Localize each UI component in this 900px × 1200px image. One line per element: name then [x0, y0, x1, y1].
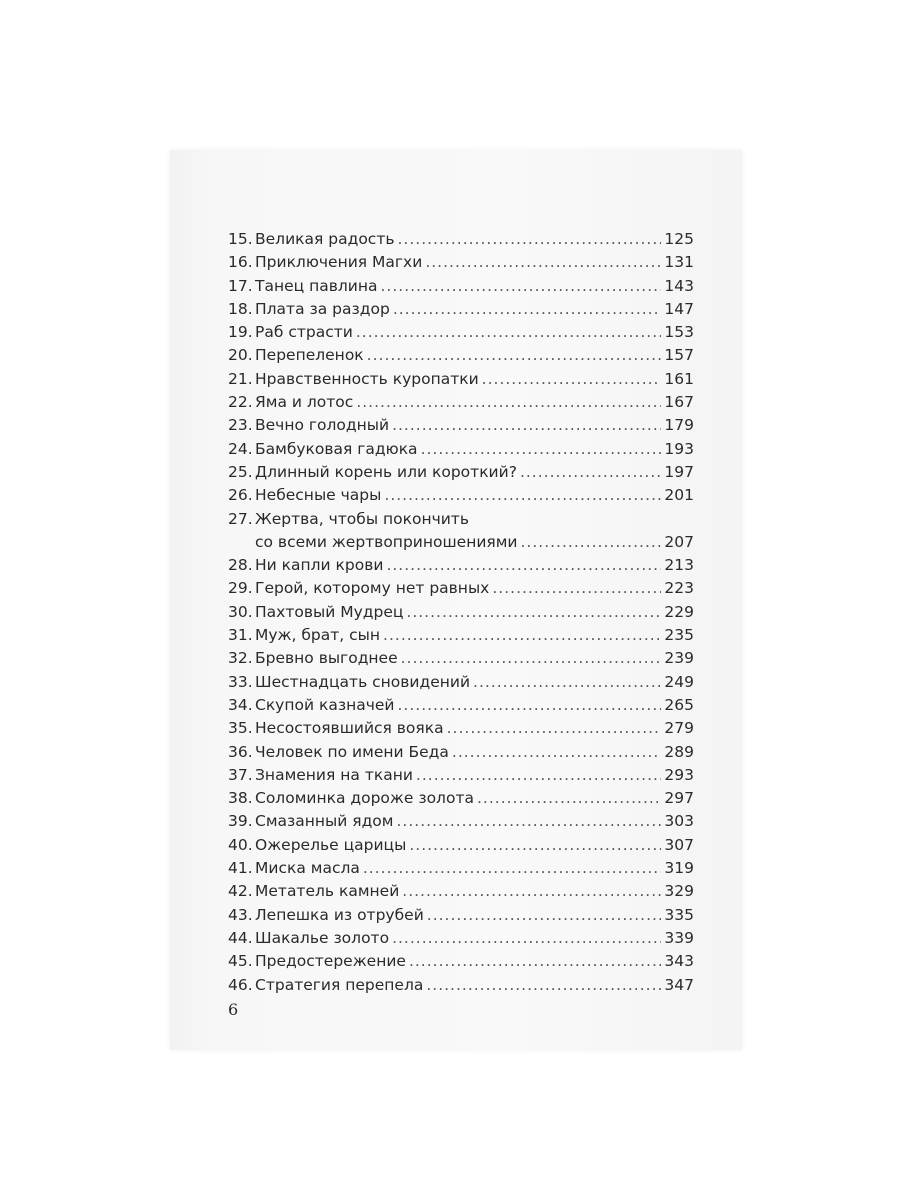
toc-entry-page: 297 — [664, 789, 694, 808]
toc-entry-page: 265 — [664, 695, 694, 714]
toc-entry-page: 201 — [664, 486, 694, 505]
toc-entry — [228, 717, 694, 740]
toc-entry-title: Яма и лотос — [255, 393, 354, 412]
toc-leader-dots — [521, 531, 662, 554]
toc-leader-dots — [393, 298, 661, 321]
toc-entry-page: 197 — [664, 462, 694, 481]
toc-entry — [228, 671, 694, 694]
toc-entry — [228, 228, 694, 251]
toc-entry-page: 303 — [664, 812, 694, 831]
toc-entry-title: Человек по имени Беда — [255, 742, 449, 761]
toc-leader-dots — [409, 950, 661, 973]
toc-entry-title: Шестнадцать сновидений — [255, 672, 471, 691]
toc-entry-title: Стратегия перепела — [255, 975, 424, 994]
toc-entry — [228, 275, 694, 298]
toc-leader-dots — [381, 275, 662, 298]
toc-entry-number: 46. — [228, 975, 253, 994]
toc-leader-dots — [392, 414, 661, 437]
toc-entry-page: 153 — [664, 323, 694, 342]
toc-entry-number: 20. — [228, 346, 253, 365]
toc-entry-title: Длинный корень или короткий? — [255, 462, 517, 481]
toc-entry-title: Метатель камней — [255, 882, 400, 901]
toc-entry — [228, 974, 694, 997]
toc-leader-dots — [398, 228, 662, 251]
toc-entry-title: Соломинка дороже золота — [255, 789, 474, 808]
page-number: 6 — [228, 1000, 239, 1019]
toc-leader-dots — [402, 880, 661, 903]
toc-leader-dots — [401, 647, 661, 670]
toc-entry-title: Плата за раздор — [255, 299, 390, 318]
toc-entry-number: 27. — [228, 509, 253, 528]
toc-leader-dots — [409, 834, 661, 857]
toc-leader-dots — [473, 671, 661, 694]
toc-entry-title: Шакалье золото — [255, 928, 390, 947]
toc-entry-title: Пахтовый Мудрец — [255, 602, 404, 621]
toc-entry — [228, 298, 694, 321]
toc-entry-title: Танец павлина — [255, 276, 378, 295]
toc-entry-title: Бамбуковая гадюка — [255, 439, 418, 458]
toc-entry-number: 36. — [228, 742, 253, 761]
toc-leader-dots — [425, 251, 661, 274]
toc-leader-dots — [447, 717, 661, 740]
toc-entry-title: Муж, брат, сын — [255, 626, 381, 645]
toc-entry-title: Небесные чары — [255, 486, 382, 505]
toc-entry — [228, 857, 694, 880]
toc-entry-title: Миска масла — [255, 859, 360, 878]
toc-leader-dots — [356, 321, 661, 344]
toc-leader-dots — [492, 577, 661, 600]
toc-entry — [228, 391, 694, 414]
toc-entry-page: 239 — [664, 649, 694, 668]
toc-entry — [228, 251, 694, 274]
toc-entry-page: 213 — [664, 556, 694, 575]
toc-entry-title: Жертва, чтобы покончить — [255, 509, 469, 528]
toc-entry-page: 235 — [664, 626, 694, 645]
toc-entry-title: Герой, которому нет равных — [255, 579, 490, 598]
toc-leader-dots — [477, 787, 661, 810]
toc-entry-number: 32. — [228, 649, 253, 668]
toc-entry-title: Смазанный ядом — [255, 812, 394, 831]
toc-entry — [228, 764, 694, 787]
toc-entry-page: 125 — [664, 230, 694, 248]
toc-entry-number: 30. — [228, 602, 253, 621]
toc-entry-number: 25. — [228, 462, 253, 481]
toc-entry-page: 223 — [664, 579, 694, 598]
toc-entry-number: 17. — [228, 276, 253, 295]
toc-entry-number: 38. — [228, 789, 253, 808]
toc-entry — [228, 880, 694, 903]
toc-entry — [228, 950, 694, 973]
toc-entry-number: 19. — [228, 323, 253, 342]
toc-entry — [228, 927, 694, 950]
toc-entry-number: 15. — [228, 230, 253, 248]
toc-entry — [228, 834, 694, 857]
toc-entry-page: 307 — [664, 835, 694, 854]
toc-leader-dots — [520, 461, 661, 484]
toc-entry-page: 131 — [664, 253, 694, 272]
toc-entry-number: 29. — [228, 579, 253, 598]
toc-leader-dots — [421, 438, 661, 461]
toc-leader-dots — [384, 484, 661, 507]
toc-entry-page: 293 — [664, 765, 694, 784]
toc-entry-number: 23. — [228, 416, 253, 435]
toc-entry — [228, 321, 694, 344]
toc-entry-page: 347 — [664, 975, 694, 994]
toc-leader-dots — [452, 741, 661, 764]
toc-entry-page: 279 — [664, 719, 694, 738]
toc-entry-title: Бревно выгоднее — [255, 649, 398, 668]
toc-entry-page: 207 — [664, 532, 694, 551]
toc-entry-page: 289 — [664, 742, 694, 761]
toc-entry-title: Ожерелье царицы — [255, 835, 407, 854]
toc-entry — [228, 741, 694, 764]
toc-leader-dots — [396, 810, 661, 833]
toc-entry-number: 26. — [228, 486, 253, 505]
toc-entry-title: Раб страсти — [255, 323, 353, 342]
toc-entry-page: 193 — [664, 439, 694, 458]
toc-entry-page: 319 — [664, 859, 694, 878]
toc-entry-title: Знамения на ткани — [255, 765, 413, 784]
toc-entry-number: 24. — [228, 439, 253, 458]
toc-entry-number: 34. — [228, 695, 253, 714]
toc-entry — [228, 461, 694, 484]
toc-leader-dots — [397, 694, 661, 717]
toc-entry-title: Приключения Магхи — [255, 253, 423, 272]
toc-entry-title: Лепешка из отрубей — [255, 905, 424, 924]
toc-entry-number: 33. — [228, 672, 253, 691]
toc-entry-number: 37. — [228, 765, 253, 784]
toc-entry-page: 157 — [664, 346, 694, 365]
toc-entry-page: 229 — [664, 602, 694, 621]
toc-entry — [228, 810, 694, 833]
toc-entry-page: 147 — [664, 299, 694, 318]
toc-leader-dots — [427, 904, 661, 927]
toc-entry-page: 161 — [664, 369, 694, 388]
toc-leader-dots — [367, 344, 661, 367]
toc-leader-dots — [383, 624, 661, 647]
toc-entry-number: 35. — [228, 719, 253, 738]
toc-entry-page: 329 — [664, 882, 694, 901]
toc-entry-title: Нравственность куропатки — [255, 369, 479, 388]
toc-entry-page: 335 — [664, 905, 694, 924]
toc-entry-number: 21. — [228, 369, 253, 388]
toc-entry-number: 18. — [228, 299, 253, 318]
toc-entry-title: Вечно голодный — [255, 416, 390, 435]
toc-entry-title: Скупой казначей — [255, 695, 395, 714]
toc-entry-number: 45. — [228, 952, 253, 971]
toc-entry-number: 39. — [228, 812, 253, 831]
toc-entry — [228, 554, 694, 577]
toc-entry-number: 44. — [228, 928, 253, 947]
toc-entry-number: 31. — [228, 626, 253, 645]
toc-entry-page: 339 — [664, 928, 694, 947]
toc-entry-number: 43. — [228, 905, 253, 924]
toc-leader-dots — [426, 974, 661, 997]
toc-leader-dots — [363, 857, 661, 880]
toc-entry-page: 143 — [664, 276, 694, 295]
toc-entry — [228, 484, 694, 507]
toc-entry-number: 22. — [228, 393, 253, 412]
toc-entry — [228, 414, 694, 437]
toc-entry-title: Несостоявшийся вояка — [255, 719, 444, 738]
toc-entry-page: 249 — [664, 672, 694, 691]
toc-entry-title: Великая радость — [255, 230, 395, 248]
toc-leader-dots — [482, 368, 661, 391]
toc-entry-page: 179 — [664, 416, 694, 435]
toc-entry — [228, 601, 694, 624]
table-of-contents — [228, 228, 694, 997]
toc-entry-title-continued: со всеми жертвоприношениями — [255, 532, 518, 551]
toc-entry — [228, 438, 694, 461]
toc-leader-dots — [406, 601, 661, 624]
toc-leader-dots — [416, 764, 661, 787]
toc-entry-number: 41. — [228, 859, 253, 878]
toc-entry — [228, 694, 694, 717]
toc-entry-title: Предостережение — [255, 952, 406, 971]
toc-entry — [228, 904, 694, 927]
toc-entry — [228, 647, 694, 670]
toc-entry-number: 28. — [228, 556, 253, 575]
toc-entry-title: Перепеленок — [255, 346, 364, 365]
toc-entry-page: 343 — [664, 952, 694, 971]
toc-leader-dots — [386, 554, 661, 577]
toc-entry-page: 167 — [664, 393, 694, 412]
toc-entry — [228, 577, 694, 600]
toc-entry-title: Ни капли крови — [255, 556, 384, 575]
toc-entry — [228, 508, 694, 555]
toc-entry — [228, 624, 694, 647]
toc-entry — [228, 368, 694, 391]
toc-entry-number: 42. — [228, 882, 253, 901]
toc-entry-number: 40. — [228, 835, 253, 854]
toc-entry — [228, 787, 694, 810]
toc-entry-number: 16. — [228, 253, 253, 272]
toc-leader-dots — [392, 927, 661, 950]
toc-entry — [228, 344, 694, 367]
toc-leader-dots — [356, 391, 661, 414]
